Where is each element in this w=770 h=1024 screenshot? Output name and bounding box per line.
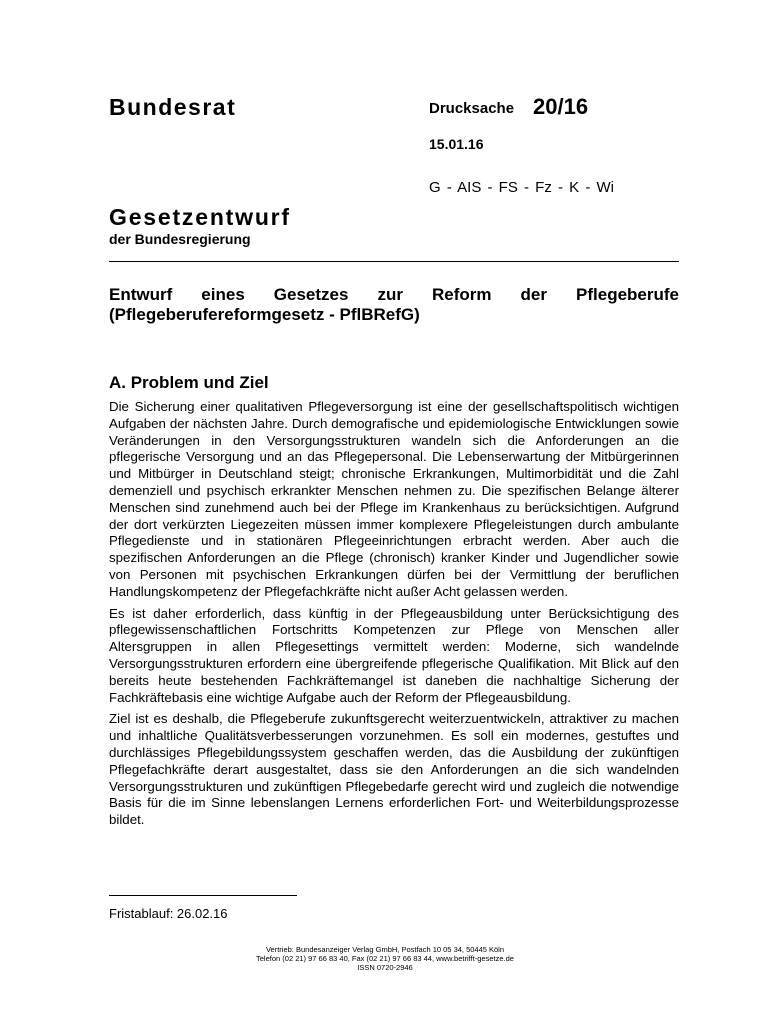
document-type: Gesetzentwurf [109,204,291,230]
law-title [109,285,679,325]
section-heading: A. Problem und Ziel [109,373,269,392]
institution-name: Bundesrat [109,94,237,120]
footer-distribution: Vertrieb: Bundesanzeiger Verlag GmbH, Postfach 10 05 34, 50445 Köln [265,945,505,954]
committee-list: G - AIS - FS - Fz - K - Wi [429,179,614,196]
header-divider [109,261,679,262]
footer-issn: ISSN 0720-2946 [357,963,413,973]
paragraph-2: Es ist daher erforderlich, dass künftig in der Pflegeausbildung unter Berücksichtigung des pflegewissenschaftlichen Fortschritts Kompetenzen zur Pflege von Menschen aller Altersgruppen in allen Pflegesettings vermittelt werden: Moderne, sich wandelnde Versorgungsstrukturen erfordern eine übergreifende pflegerische Qualifikation. Mit Blick auf den bereits heute bestehenden Fachkräftemangel ist daneben die nachhaltige Sicherung der Fachkräftebasis eine wichtige Aufgabe auch der Reform der Pflegeausbildung. [109,605,679,705]
document-date: 15.01.16 [429,136,484,152]
footer-contact: Telefon (02 21) 97 66 83 40, Fax (02 21) 97 66 83 44, www.betrifft-gesetze.de [256,954,514,964]
drucksache-number: 20/16 [533,94,589,119]
paragraph-1: Die Sicherung einer qualitativen Pflegeversorgung ist eine der gesellschaftspolitisch wichtigen Aufgaben der nächsten Jahre. Durch demografische und epidemiologische Entwicklungen sowie Veränderungen in den Versorgungsstrukturen wandeln sich die Anforderungen an die pflegerische Versorgung und an das Pflegepersonal. Die Lebenserwartung der Mitbürgerinnen und Mitbürger in Deutschland steigt; chronische Erkrankungen, Multimorbidität und die Zahl demenziell und psychisch erkrankter Menschen nehmen zu. Die spezifischen Belange älterer Menschen sind zunehmend auch bei der Pflege im Krankenhaus zu berücksichtigen. Aufgrund der dort verkürzten Liegezeiten müssen immer komplexere Pflegeleistungen durch ambulante Pflegedienste und in stationären Pflegeeinrichtungen erbracht werden. Aber auch die spezifischen Anforderungen an die Pflege (chronisch) kranker Kinder und Jugendlicher sowie von Personen mit psychischen Erkrankungen dürfen bei der Vermittlung der beruflichen Handlungskompetenz der Pflegefachkräfte nicht außer Acht gelassen werden. [109,399,679,599]
drucksache-label: Drucksache [429,100,515,117]
paragraph-3: Ziel ist es deshalb, die Pflegeberufe zukunftsgerecht weiterzuentwickeln, attraktiver zu machen und inhaltliche Qualitätsverbesserungen vorzunehmen. Es soll ein modernes, gestuftes und durchlässiges Pflegebildungssystem geschaffen werden, das die Ausbildung der zukünftigen Pflegefachkräfte derart ausgestaltet, dass sie den Anforderungen an die sich wandelnden Versorgungsstrukturen und zukünftigen Pflegebedarfe gerecht wird und zugleich die notwendige Basis für die im Sinne lebenslangen Lernens erforderlichen Fort- und Weiterbildungsprozesse bildet. [109,711,679,828]
law-title-line-1: Entwurf eines Gesetzes zur Reform der Pflegeberufe [109,285,679,304]
section-body [109,399,679,834]
footnote-divider [109,895,297,896]
publisher-footer [180,945,590,973]
law-title-line-2: (Pflegeberufereformgesetz - PflBRefG) [109,305,420,324]
deadline-note: Fristablauf: 26.02.16 [109,906,228,921]
document-issuer: der Bundesregierung [109,231,251,247]
